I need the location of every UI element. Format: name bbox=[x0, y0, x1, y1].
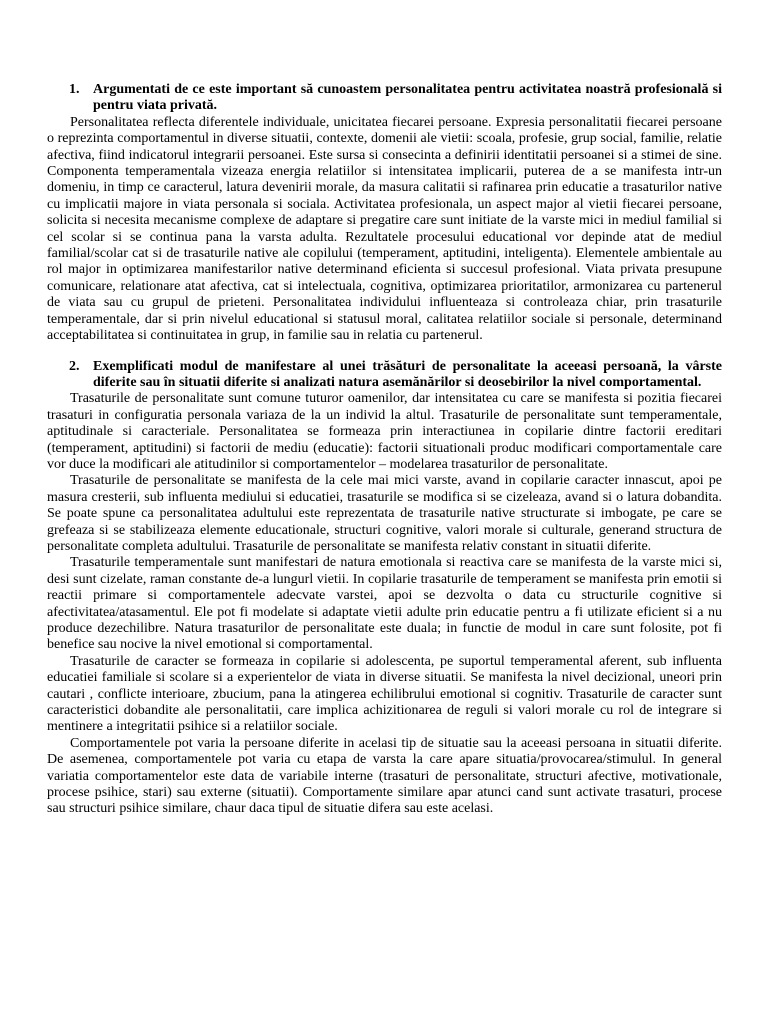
question-text: Exemplificati modul de manifestare al unei trăsături de personalitate la aceeasi persoană, la vârste diferite sau în situatii diferite si analizati natura asemănărilor si deosebirilor la nivel comportamental. bbox=[93, 358, 722, 390]
section-spacer bbox=[47, 345, 722, 359]
question-text: Argumentati de ce este important să cunoastem personalitatea pentru activitatea noastră profesională si pentru viata privată. bbox=[93, 82, 722, 114]
paragraph: Personalitatea reflecta diferentele individuale, unicitatea fiecarei persoane. Expresia personalitatii fiecarei persoane o reprezinta comportamentul in diverse situatii, contexte, domenii ale vietii: scoala, profesie, grup social, familie, relatie afectiva, fiind indicatorul integrarii persoanei. Este sursa si consecinta a definirii identitatii persoanei si a stimei de sine. Componenta temperamentala vizeaza energia relatiilor si intensitatea implicarii, puterea de a se manifesta intr-un domeniu, in timp ce caracterul, latura devenirii morale, da masura calitatii si rafinarea prin educatie a trasaturilor native cu implicatii majore in viata personala si sociala. Activitatea profesionala, un aspect major al vietii fiecarei persoane, solicita si necesita mecanisme complexe de adaptare si pregatire care sunt initiate de la varste mici in mediul familial si cel scolar si se continua pana la varsta adulta. Rezultatele procesului educational vor depinde atat de mediul familial/scolar cat si de trasaturile native ale copilului (temperament, aptitudini, inteligenta). Elementele ambientale au rol major in optimizarea manifestarilor native determinand eficienta si succesul profesional. Viata privata presupune comunicare, relationare atat afectiva, cat si intelectuala, cognitiva, optimizarea prioritatilor, armonizarea cu partenerul de viata sau cu grupul de prieteni. Personalitatea individului influenteaza si controleaza chiar, prin trasaturile temperamentale, dar si prin nivelul educational si statusul moral, calitatea relatiilor sociale si personale, determinand acceptabilitatea si continuitatea in grup, in familie sau in relatia cu partenerul. bbox=[47, 114, 722, 344]
section-2 bbox=[47, 359, 722, 818]
paragraph: Comportamentele pot varia la persoane diferite in acelasi tip de situatie sau la aceeasi persoana in situatii diferite. De asemenea, comportamentele pot varia cu etapa de varsta la care apare situatia/provocarea/stimulul. In general variatia comportamentelor este data de variabile interne (trasaturi de personalitate, structuri afective, motivationale, procese psihice, stari) sau externe (situatii). Comportamente similare apar atunci cand sunt activate trasaturi, procese sau structuri psihice similare, chaur daca tipul de situatie difera sau este acelasi. bbox=[47, 735, 722, 817]
paragraph: Trasaturile de caracter se formeaza in copilarie si adolescenta, pe suportul temperamental aferent, sub influenta educatiei familiale si scolare si a experientelor de viata in diverse situatii. Se manifesta la nivel decizional, uneori prin cautari , conflicte interioare, zbucium, pana la atingerea echilibrului emotional si cognitiv. Trasaturile de caracter sunt caracteristici dobandite ale personalitatii, care implica achizitionarea de reguli si valori morale cu rol de integrare si mentinere a integritatii psihice si a relatiilor sociale. bbox=[47, 653, 722, 735]
question-number: 1. bbox=[69, 82, 80, 97]
question-number: 2. bbox=[69, 358, 80, 374]
question-heading bbox=[47, 359, 722, 392]
document-page bbox=[47, 82, 722, 818]
paragraph: Trasaturile temperamentale sunt manifestari de natura emotionala si reactiva care se manifesta de la varste mici si, desi sunt cizelate, raman constante de-a lungurl vietii. In copilarie trasaturile de temperament se manifesta prin emotii si reactii primare si comportamentele adecvate varstei, apoi se dezvolta o data cu structurile cognitive si afectivitatea/atasamentul. Ele pot fi modelate si adaptate vietii adulte prin educatie pentru a fi utilizate eficient si a nu produce dezechilibre. Natura trasaturilor de personalitate este duala; in functie de modul in care sunt folosite, pot fi benefice sau nocive la nivel emotional si comportamental. bbox=[47, 555, 722, 653]
question-heading bbox=[47, 82, 722, 115]
section-1 bbox=[47, 82, 722, 345]
paragraph: Trasaturile de personalitate se manifesta de la cele mai mici varste, avand in copilarie caracter innascut, apoi pe masura cresterii, sub influenta mediului si educatiei, trasaturile se modifica si se cizeleaza, avand si o latura dobandita. Se poate spune ca personalitatea adultului este reprezentata de trasaturile native structurate si imbogate, pe care se grefeaza si se stabilizeaza elemente educationale, structuri cognitive, valori morale si culturale, generand structura de personalitate completa adultului. Trasaturile de personalitate se manifesta relativ constant in situatii diferite. bbox=[47, 473, 722, 554]
paragraph: Trasaturile de personalitate sunt comune tuturor oamenilor, dar intensitatea cu care se manifesta si pozitia fiecarei trasaturi in configuratia personala variaza de la un individ la altul. Trasaturile de personalitate sunt temperamentale, aptitudinale si caracteriale. Personalitatea se formeaza prin interactiunea in copilarie dintre factorii ereditari (temperament, aptitudini) si factorii de mediu (educatie): factorii situationali produc modificari comportamentale care vor duce la modificari ale atitudinilor si comportamentelor – modelarea trasaturilor de personalitate. bbox=[47, 391, 722, 472]
